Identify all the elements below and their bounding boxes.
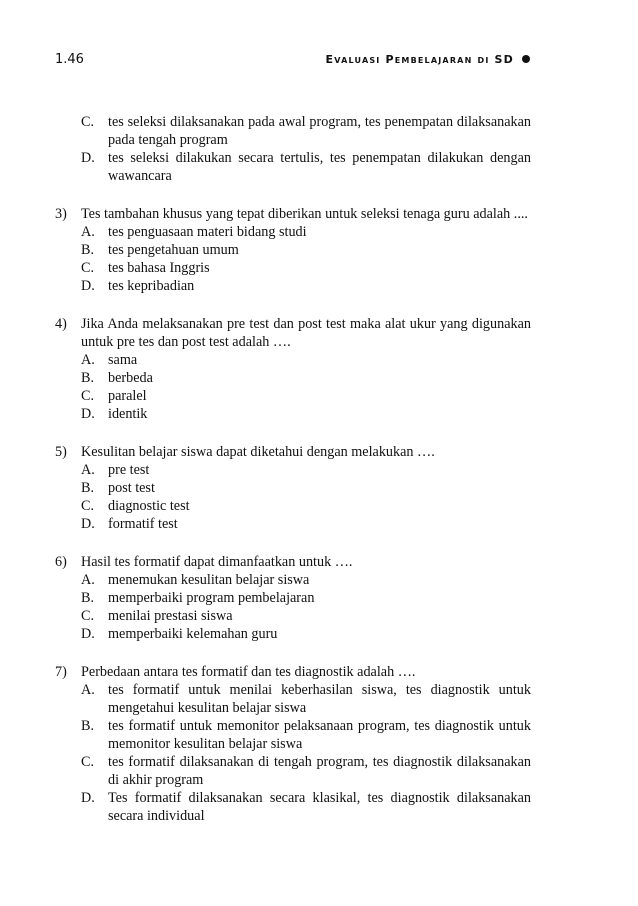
option-letter: A. (81, 572, 95, 588)
option-letter: D. (81, 790, 95, 806)
question-number: 6) (55, 554, 67, 570)
bullet-dot-icon (522, 55, 530, 63)
option-item (55, 497, 531, 515)
option-text: post test (108, 480, 155, 496)
option-item (55, 479, 531, 497)
option-item (55, 351, 531, 369)
option-item (55, 753, 531, 789)
running-title: Evaluasi Pembelajaran di SD (325, 53, 514, 66)
option-text: tes formatif untuk menilai keberhasilan siswa, tes diagnostik untuk mengetahui kesulitan belajar siswa (108, 682, 531, 716)
option-letter: D. (81, 278, 95, 294)
option-letter: D. (81, 406, 95, 422)
question-6 (55, 553, 531, 571)
option-letter: C. (81, 498, 95, 514)
question-3 (55, 205, 531, 223)
question-number: 5) (55, 444, 67, 460)
option-letter: B. (81, 480, 95, 496)
question-number: 3) (55, 206, 67, 222)
option-item (55, 625, 531, 643)
option-text: tes seleksi dilakukan secara tertulis, tes penempatan dilakukan dengan wawancara (108, 150, 531, 184)
option-letter: D. (81, 150, 95, 166)
option-text: tes formatif dilaksanakan di tengah program, tes diagnostik dilaksanakan di akhir program (108, 754, 531, 788)
question-number: 7) (55, 664, 67, 680)
option-text: pre test (108, 462, 150, 478)
page-header (55, 52, 530, 72)
option-letter: C. (81, 114, 95, 130)
option-letter: C. (81, 608, 95, 624)
option-text: menemukan kesulitan belajar siswa (108, 572, 310, 588)
option-letter: A. (81, 224, 95, 240)
option-item (55, 405, 531, 423)
option-text: tes kepribadian (108, 278, 195, 294)
question-number: 4) (55, 316, 67, 332)
option-text: diagnostic test (108, 498, 190, 514)
question-4 (55, 315, 531, 351)
option-item (55, 789, 531, 825)
option-text: berbeda (108, 370, 153, 386)
question-text: Jika Anda melaksanakan pre test dan post test maka alat ukur yang digunakan untuk pre tes dan post test adalah …. (81, 316, 531, 350)
option-item (55, 717, 531, 753)
option-text: memperbaiki kelemahan guru (108, 626, 278, 642)
option-text: memperbaiki program pembelajaran (108, 590, 315, 606)
option-text: tes formatif untuk memonitor pelaksanaan program, tes diagnostik untuk memonitor kesulitan belajar siswa (108, 718, 531, 752)
option-item (55, 681, 531, 717)
option-text: tes bahasa Inggris (108, 260, 210, 276)
question-5 (55, 443, 531, 461)
option-text: menilai prestasi siswa (108, 608, 233, 624)
option-letter: A. (81, 462, 95, 478)
option-item (55, 369, 531, 387)
question-text: Perbedaan antara tes formatif dan tes diagnostik adalah …. (81, 664, 416, 680)
option-letter: D. (81, 516, 95, 532)
option-item (55, 515, 531, 533)
option-letter: B. (81, 590, 95, 606)
page-number: 1.46 (55, 52, 84, 67)
option-text: tes seleksi dilaksanakan pada awal program, tes penempatan dilaksanakan pada tengah program (108, 114, 531, 148)
option-item (55, 241, 531, 259)
option-letter: A. (81, 352, 95, 368)
question-text: Tes tambahan khusus yang tepat diberikan untuk seleksi tenaga guru adalah .... (81, 206, 528, 222)
option-item (55, 607, 531, 625)
option-text: tes penguasaan materi bidang studi (108, 224, 307, 240)
continued-options (55, 113, 531, 185)
question-7 (55, 663, 531, 681)
question-text: Hasil tes formatif dapat dimanfaatkan untuk …. (81, 554, 353, 570)
option-text: formatif test (108, 516, 178, 532)
option-letter: C. (81, 260, 95, 276)
option-item (55, 259, 531, 277)
option-text: tes pengetahuan umum (108, 242, 239, 258)
option-item (55, 589, 531, 607)
question-text: Kesulitan belajar siswa dapat diketahui dengan melakukan …. (81, 444, 435, 460)
option-item (55, 571, 531, 589)
option-item (55, 461, 531, 479)
option-letter: B. (81, 370, 95, 386)
option-text: sama (108, 352, 138, 368)
option-item (55, 149, 531, 185)
question-list (55, 113, 531, 825)
option-letter: A. (81, 682, 95, 698)
option-letter: C. (81, 754, 95, 770)
option-letter: D. (81, 626, 95, 642)
option-text: paralel (108, 388, 147, 404)
option-item (55, 223, 531, 241)
option-item (55, 387, 531, 405)
option-item (55, 113, 531, 149)
option-text: identik (108, 406, 148, 422)
option-letter: C. (81, 388, 95, 404)
option-text: Tes formatif dilaksanakan secara klasikal, tes diagnostik dilaksanakan secara individual (108, 790, 531, 824)
option-letter: B. (81, 718, 95, 734)
option-letter: B. (81, 242, 95, 258)
option-item (55, 277, 531, 295)
